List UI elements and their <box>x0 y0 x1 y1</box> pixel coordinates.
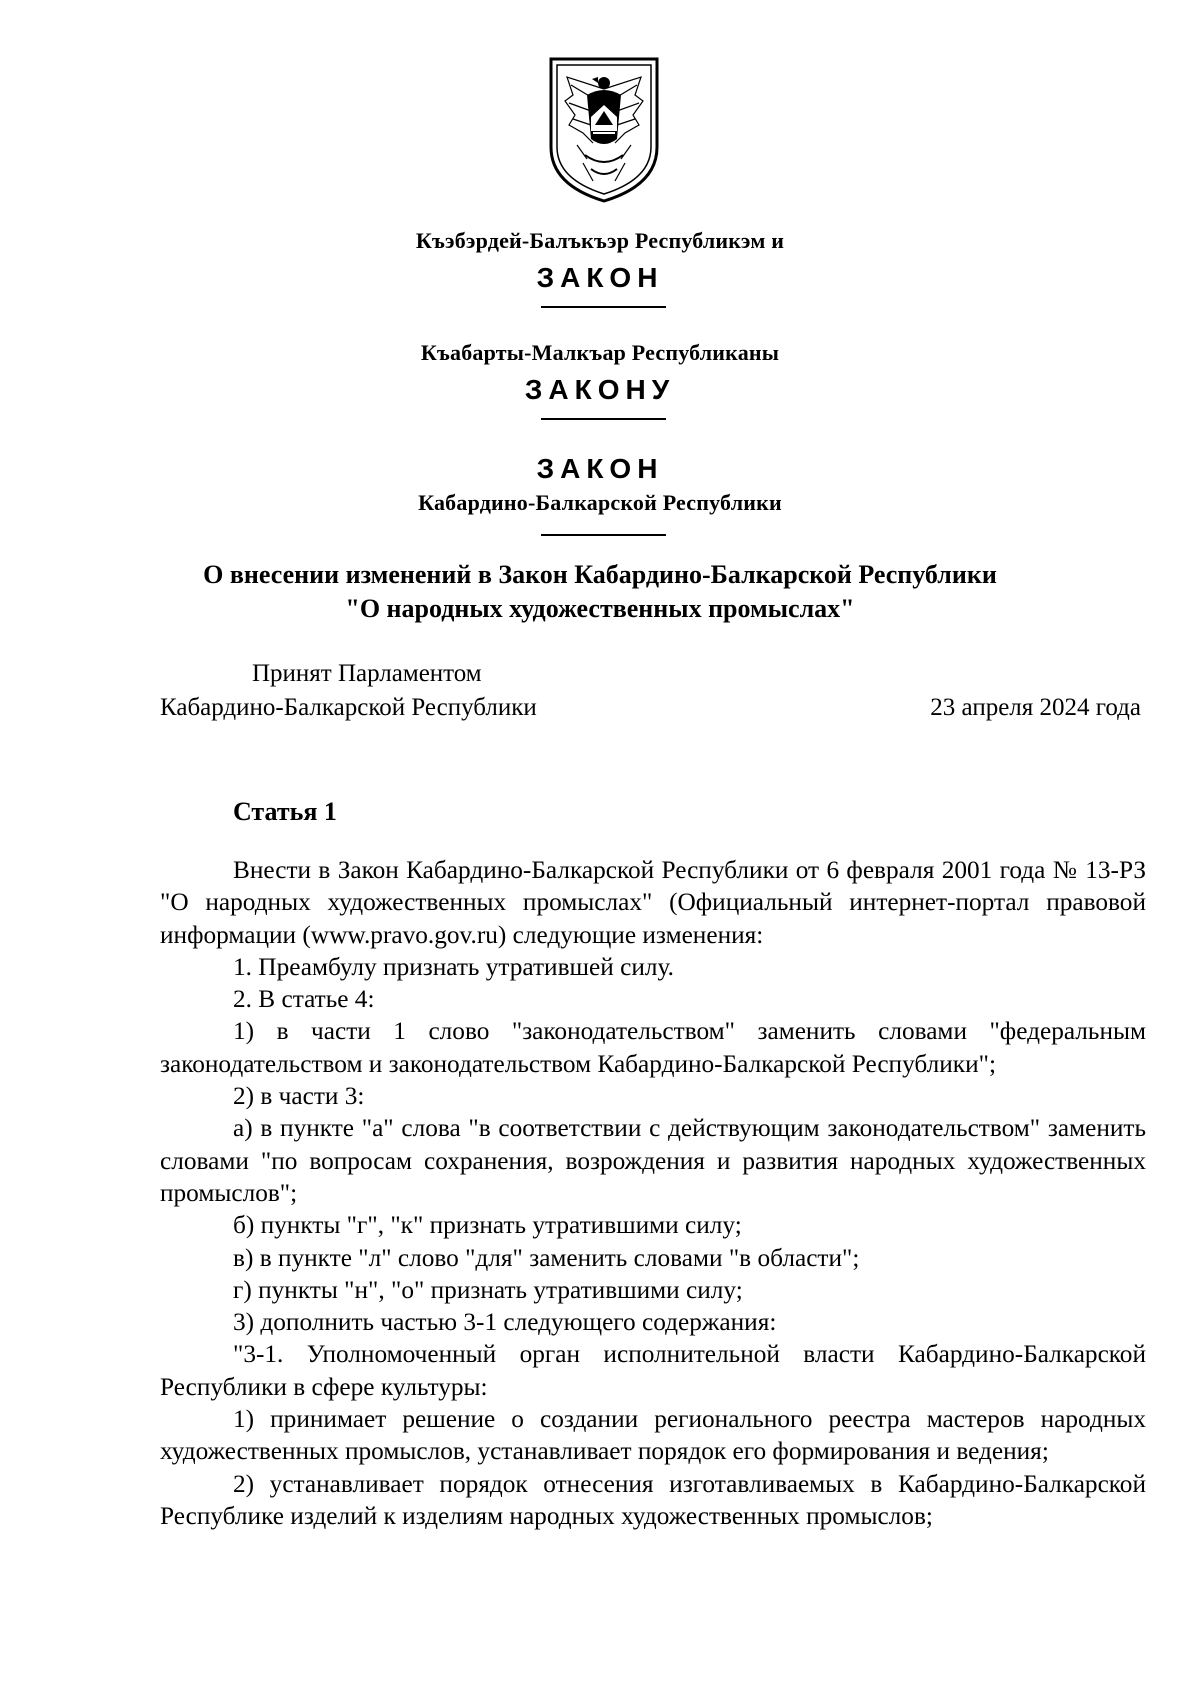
article-paragraph: а) в пункте "а" слова "в соответствии с действующим законодательством" заменить словами "по вопросам сохранения, возрождения и развития народных художественных промыслов"; <box>160 1114 1146 1207</box>
adopted-by-line1: Принят Парламентом <box>252 660 482 687</box>
kabardian-republic-line: Къэбэрдей-Балъкъэр Республикэм и <box>415 228 785 253</box>
kabardian-law-word: ЗАКОН <box>536 262 664 293</box>
russian-republic-line: Кабардино-Балкарской Республики <box>418 490 782 515</box>
article-body <box>160 854 1146 1532</box>
article-paragraph: 1. Преамбулу признать утратившей силу. <box>233 952 674 981</box>
russian-law-word: ЗАКОН <box>536 453 664 484</box>
article-paragraph: Внести в Закон Кабардино-Балкарской Республики от 6 февраля 2001 года № 13-РЗ "О народных художественных промыслах" (Официальный интернет-портал правовой информации (www.pravo.gov.ru) следующие изменения: <box>160 856 1146 949</box>
article-paragraph: 2. В статье 4: <box>233 985 375 1014</box>
article-paragraph: 1) принимает решение о создании регионального реестра мастеров народных художественных промыслов, устанавливает порядок его формирования и ведения; <box>160 1405 1146 1466</box>
article-paragraph: 2) в части 3: <box>233 1082 365 1111</box>
adopted-by-line2: Кабардино-Балкарской Республики <box>160 694 537 721</box>
law-title-line1: О внесении изменений в Закон Кабардино-Балкарской Республики <box>203 560 997 589</box>
balkar-law-word: ЗАКОНУ <box>524 374 676 405</box>
article-paragraph: б) пункты "г", "к" признать утратившими силу; <box>233 1211 742 1240</box>
adoption-date: 23 апреля 2024 года <box>930 694 1141 721</box>
separator-line <box>541 534 666 536</box>
article-heading: Статья 1 <box>233 797 337 826</box>
separator-line <box>541 306 666 308</box>
article-paragraph: 1) в части 1 слово "законодательством" заменить словами "федеральным законодательством и законодательством Кабардино-Балкарской Республики"; <box>160 1017 1146 1078</box>
coat-of-arms-emblem-icon <box>547 55 661 204</box>
article-paragraph: 3) дополнить частью 3-1 следующего содержания: <box>233 1308 777 1337</box>
article-paragraph: в) в пункте "л" слово "для" заменить словами "в области"; <box>233 1243 860 1272</box>
law-title-line2: "О народных художественных промыслах" <box>345 594 855 623</box>
law-title <box>0 558 1200 626</box>
balkar-republic-line: Къабарты-Малкъар Республиканы <box>420 340 780 365</box>
article-paragraph: "3-1. Уполномоченный орган исполнительной власти Кабардино-Балкарской Республики в сфере культуры: <box>160 1340 1146 1401</box>
article-paragraph: г) пункты "н", "о" признать утратившими силу; <box>233 1275 743 1304</box>
separator-line <box>541 418 666 420</box>
article-paragraph: 2) устанавливает порядок отнесения изготавливаемых в Кабардино-Балкарской Республике изделий к изделиям народных художественных промыслов; <box>160 1469 1146 1530</box>
